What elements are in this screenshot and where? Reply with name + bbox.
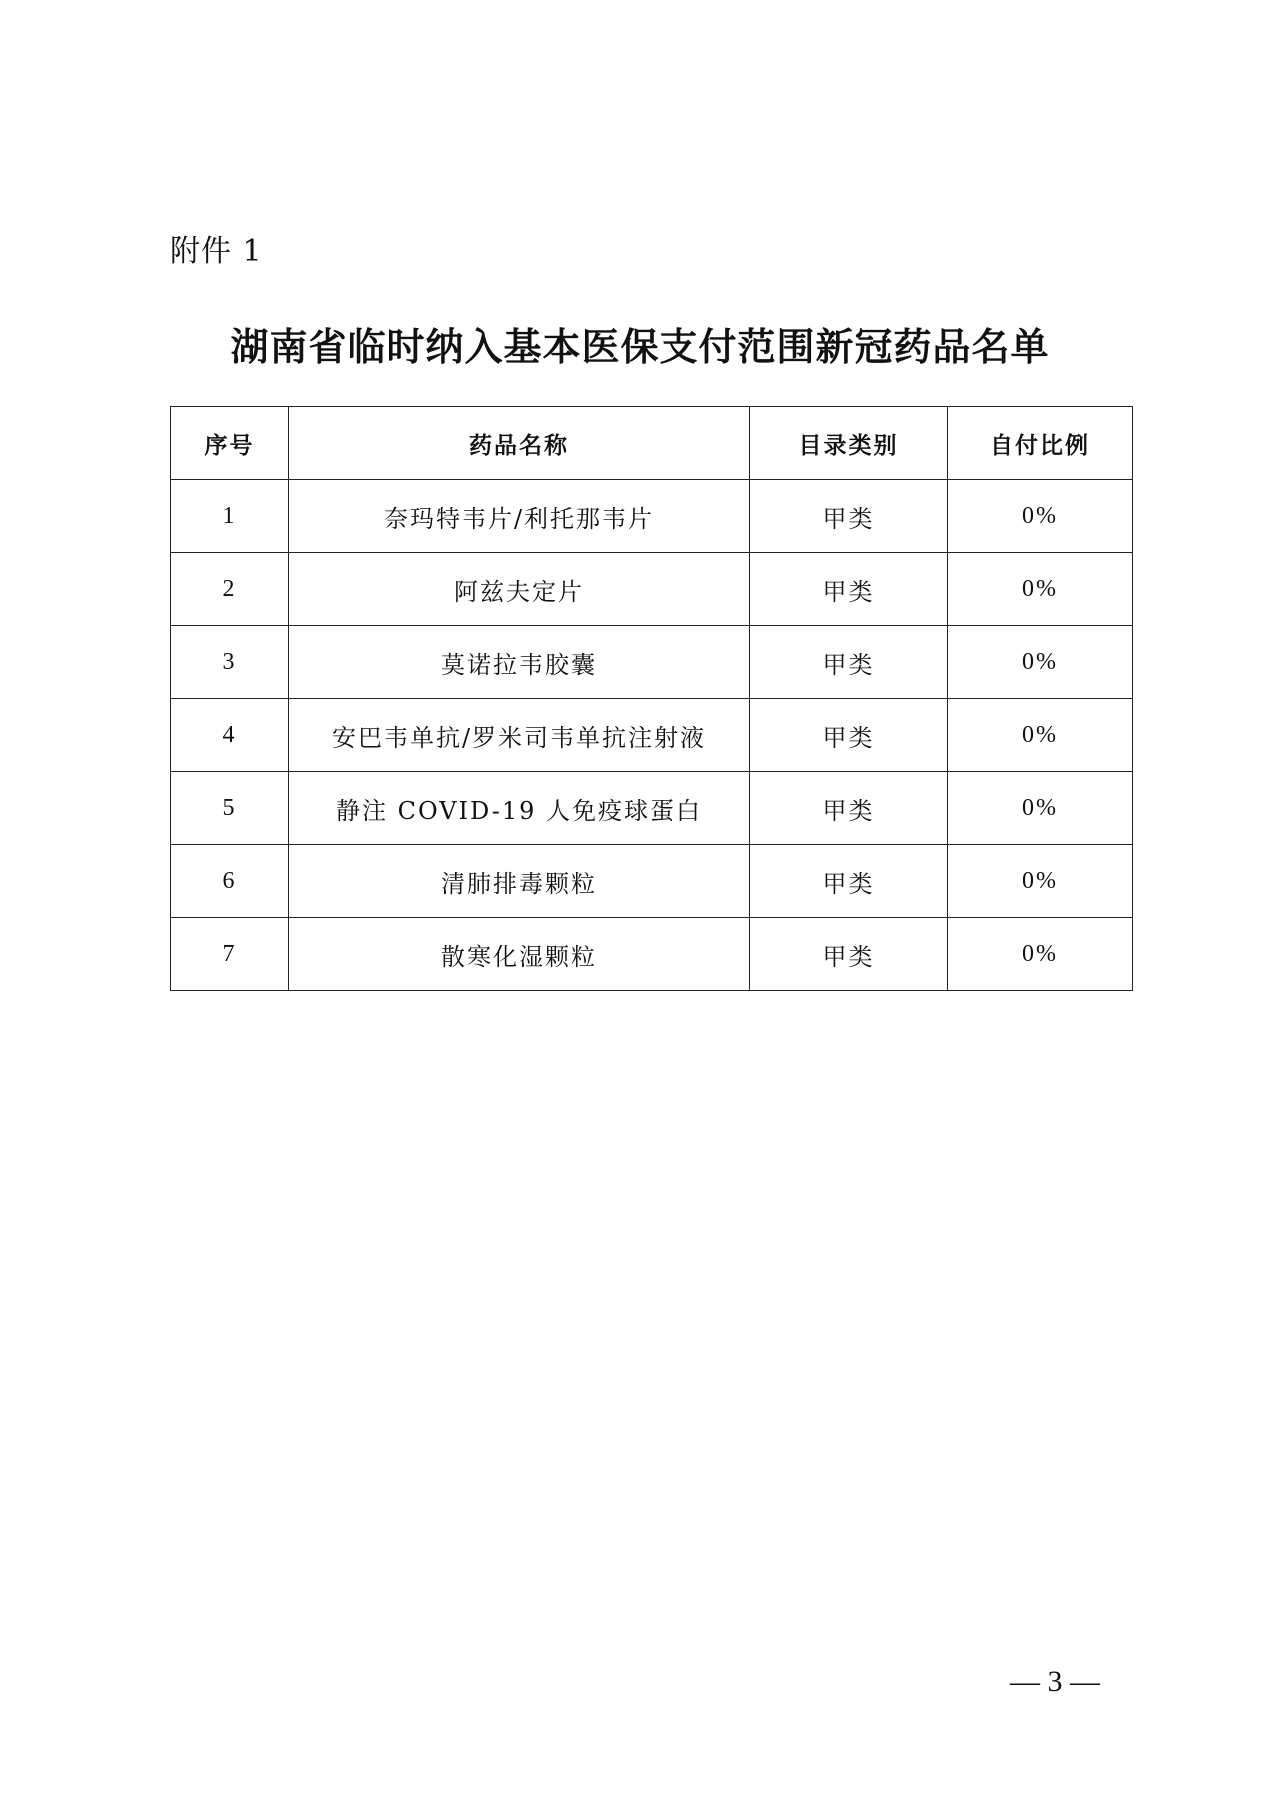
attachment-label: 附件 1 bbox=[170, 234, 263, 269]
catalog-category-cell: 甲类 bbox=[750, 553, 948, 626]
serial-number-cell: 6 bbox=[171, 845, 289, 918]
catalog-category-cell: 甲类 bbox=[750, 699, 948, 772]
header-catalog-category: 目录类别 bbox=[750, 407, 948, 480]
medicine-name-cell: 安巴韦单抗/罗米司韦单抗注射液 bbox=[289, 699, 750, 772]
catalog-category-cell: 甲类 bbox=[750, 918, 948, 991]
table-row bbox=[171, 553, 1133, 626]
self-pay-ratio-cell: 0% bbox=[948, 918, 1133, 991]
table-row bbox=[171, 626, 1133, 699]
header-self-pay-ratio: 自付比例 bbox=[948, 407, 1133, 480]
table-row bbox=[171, 918, 1133, 991]
medicine-name-cell: 奈玛特韦片/利托那韦片 bbox=[289, 480, 750, 553]
serial-number-cell: 5 bbox=[171, 772, 289, 845]
table-header bbox=[171, 407, 1133, 480]
catalog-category-cell: 甲类 bbox=[750, 480, 948, 553]
catalog-category-cell: 甲类 bbox=[750, 845, 948, 918]
document-title: 湖南省临时纳入基本医保支付范围新冠药品名单 bbox=[230, 324, 1050, 369]
serial-number-cell: 7 bbox=[171, 918, 289, 991]
medicine-name-cell: 阿兹夫定片 bbox=[289, 553, 750, 626]
medicine-name-cell: 清肺排毒颗粒 bbox=[289, 845, 750, 918]
self-pay-ratio-cell: 0% bbox=[948, 480, 1133, 553]
serial-number-cell: 3 bbox=[171, 626, 289, 699]
table-body bbox=[171, 480, 1133, 991]
catalog-category-cell: 甲类 bbox=[750, 626, 948, 699]
header-serial-number: 序号 bbox=[171, 407, 289, 480]
medicine-name-cell: 莫诺拉韦胶囊 bbox=[289, 626, 750, 699]
table-row bbox=[171, 480, 1133, 553]
self-pay-ratio-cell: 0% bbox=[948, 772, 1133, 845]
self-pay-ratio-cell: 0% bbox=[948, 626, 1133, 699]
serial-number-cell: 4 bbox=[171, 699, 289, 772]
serial-number-cell: 1 bbox=[171, 480, 289, 553]
table-row bbox=[171, 845, 1133, 918]
serial-number-cell: 2 bbox=[171, 553, 289, 626]
medicine-name-cell: 散寒化湿颗粒 bbox=[289, 918, 750, 991]
self-pay-ratio-cell: 0% bbox=[948, 553, 1133, 626]
medicine-table bbox=[170, 406, 1133, 991]
page-number: — 3 — bbox=[1010, 1665, 1100, 1698]
catalog-category-cell: 甲类 bbox=[750, 772, 948, 845]
medicine-name-cell: 静注 COVID-19 人免疫球蛋白 bbox=[289, 772, 750, 845]
self-pay-ratio-cell: 0% bbox=[948, 699, 1133, 772]
self-pay-ratio-cell: 0% bbox=[948, 845, 1133, 918]
table-row bbox=[171, 772, 1133, 845]
header-medicine-name: 药品名称 bbox=[289, 407, 750, 480]
table-row bbox=[171, 699, 1133, 772]
table-header-row bbox=[171, 407, 1133, 480]
